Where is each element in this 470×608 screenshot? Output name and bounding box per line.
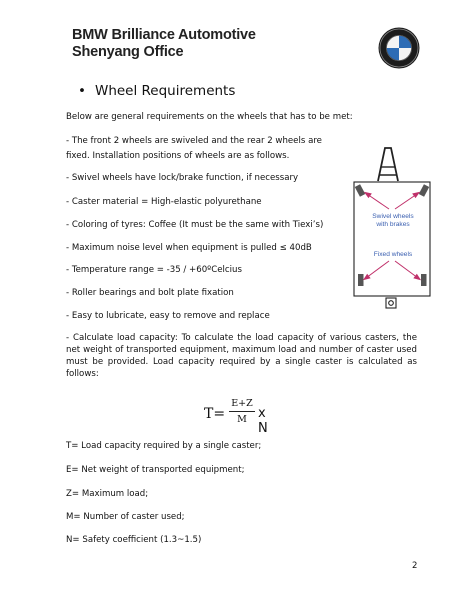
def-t: T= Load capacity required by a single caster; (66, 441, 262, 451)
req-material: - Caster material = High-elastic polyurethane (66, 197, 262, 207)
wheel-rear-left (358, 274, 364, 286)
formula-lhs: T= (204, 406, 226, 422)
section-heading (78, 83, 235, 99)
req-front-wheels-line2: fixed. Installation positions of wheels are as follows. (66, 151, 290, 161)
bmw-logo-icon (378, 27, 420, 69)
req-noise: - Maximum noise level when equipment is pulled ≤ 40dB (66, 243, 312, 253)
req-lubricate: - Easy to lubricate, easy to remove and replace (66, 311, 270, 321)
hitch-ring-icon (386, 298, 396, 308)
formula-times: x N (258, 406, 268, 436)
req-coloring: - Coloring of tyres: Coffee (It must be the same with Tiexi’s) (66, 220, 324, 230)
towbar-icon (378, 148, 398, 181)
intro-text: Below are general requirements on the wheels that has to be met: (66, 112, 353, 122)
req-front-wheels-line1: - The front 2 wheels are swiveled and the rear 2 wheels are (66, 136, 322, 146)
wheel-rear-right (421, 274, 427, 286)
formula-fraction (229, 398, 255, 426)
req-lock-brake: - Swivel wheels have lock/brake function, if necessary (66, 173, 299, 183)
section-title: Wheel Requirements (94, 83, 236, 99)
wheel-layout-diagram (345, 145, 435, 310)
formula-denominator: M (237, 414, 247, 425)
swivel-label-line2: with brakes (376, 221, 410, 228)
bullet-icon: • (78, 83, 86, 99)
office-name: Shenyang Office (72, 44, 184, 60)
company-name: BMW Brilliance Automotive (72, 27, 256, 43)
req-temperature: - Temperature range = -35 / +60ºCelcius (66, 265, 242, 275)
formula-numerator: E+Z (231, 398, 253, 409)
fraction-bar (229, 411, 255, 412)
req-capacity-paragraph: - Calculate load capacity: To calculate the load capacity of various casters, the net weight of transported equipment, maximum load and number of caster used must be provided. Load capacity required by a single caster is calculated as follows: (66, 333, 417, 379)
def-z: Z= Maximum load; (66, 489, 149, 499)
req-bearings: - Roller bearings and bolt plate fixation (66, 288, 234, 298)
swivel-label-line1: Swivel wheels (372, 213, 414, 220)
fixed-label: Fixed wheels (373, 251, 413, 258)
def-e: E= Net weight of transported equipment; (66, 465, 245, 475)
page-number: 2 (412, 561, 418, 571)
def-m: M= Number of caster used; (66, 512, 185, 522)
def-n: N= Safety coefficient (1.3~1.5) (66, 535, 202, 545)
